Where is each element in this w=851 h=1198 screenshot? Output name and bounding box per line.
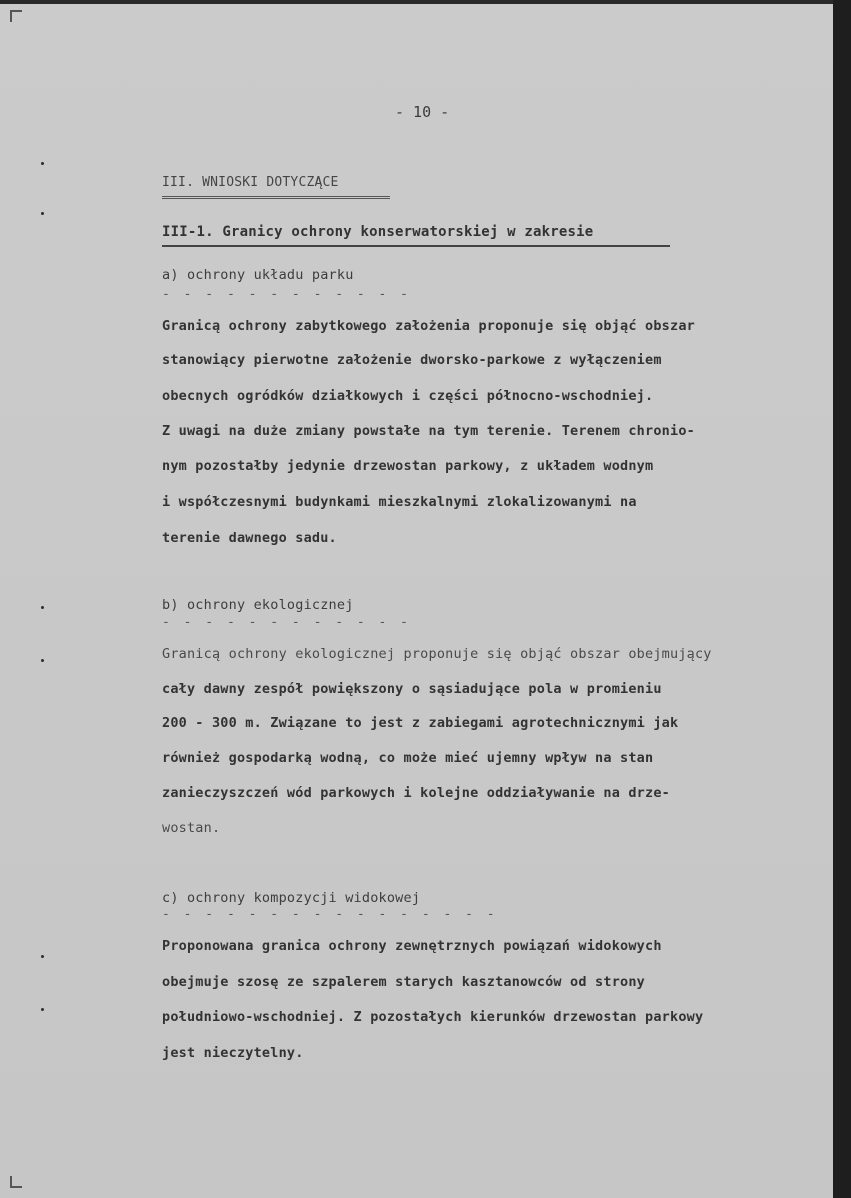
paragraph-line: Proponowana granica ochrony zewnętrznych powiązań widokowych [162,938,662,954]
binding-dot [41,955,44,958]
paragraph-line: cały dawny zespół powiększony o sąsiadujące pola w promieniu [162,681,662,697]
paragraph-line: również gospodarką wodną, co może mieć ujemny wpływ na stan [162,750,654,766]
subsection-heading: III-1. Granicy ochrony konserwatorskiej w zakresie [162,224,594,240]
section-c-title: c) ochrony kompozycji widokowej [162,890,421,906]
binding-dot [41,659,44,662]
subsection-underline [162,245,670,247]
section-c-dashes: - - - - - - - - - - - - - - - - [162,907,498,922]
heading-double-underline [162,196,390,199]
section-a-title: a) ochrony układu parku [162,267,354,283]
paragraph-line: 200 - 300 m. Związane to jest z zabiegami agrotechnicznymi jak [162,715,679,731]
paragraph-line: Z uwagi na duże zmiany powstałe na tym terenie. Terenem chronio- [162,423,695,439]
binding-dot [41,162,44,165]
paragraph-line: i współczesnymi budynkami mieszkalnymi zlokalizowanymi na [162,494,637,510]
paragraph-line: stanowiący pierwotne założenie dworsko-parkowe z wyłączeniem [162,352,662,368]
paragraph-line: wostan. [162,820,221,836]
binding-dot [41,212,44,215]
section-b-title: b) ochrony ekologicznej [162,597,354,613]
paragraph-line: zanieczyszczeń wód parkowych i kolejne oddziaływanie na drze- [162,785,670,801]
paragraph-line: obecnych ogródków działkowych i części północno-wschodniej. [162,388,654,404]
paragraph-line: Granicą ochrony zabytkowego założenia proponuje się objąć obszar [162,318,695,334]
paragraph-line: południowo-wschodniej. Z pozostałych kierunków drzewostan parkowy [162,1009,704,1025]
corner-mark-top-left [10,10,22,22]
scan-edge-top [0,0,851,4]
page-number: - 10 - [395,103,450,121]
binding-dot [41,606,44,609]
paragraph-line: Granicą ochrony ekologicznej proponuje się objąć obszar obejmujący [162,646,712,662]
section-a-dashes: - - - - - - - - - - - - [162,287,412,302]
corner-mark-bottom-left [10,1176,22,1188]
paragraph-line: jest nieczytelny. [162,1045,304,1061]
section-heading: III. WNIOSKI DOTYCZĄCE [162,175,339,190]
section-b-dashes: - - - - - - - - - - - - [162,615,412,630]
paragraph-line: obejmuje szosę ze szpalerem starych kasztanowców od strony [162,974,646,990]
scan-edge-right [833,0,851,1198]
binding-dot [41,1008,44,1011]
paragraph-line: nym pozostałby jedynie drzewostan parkowy, z układem wodnym [162,458,654,474]
paragraph-line: terenie dawnego sadu. [162,530,337,546]
